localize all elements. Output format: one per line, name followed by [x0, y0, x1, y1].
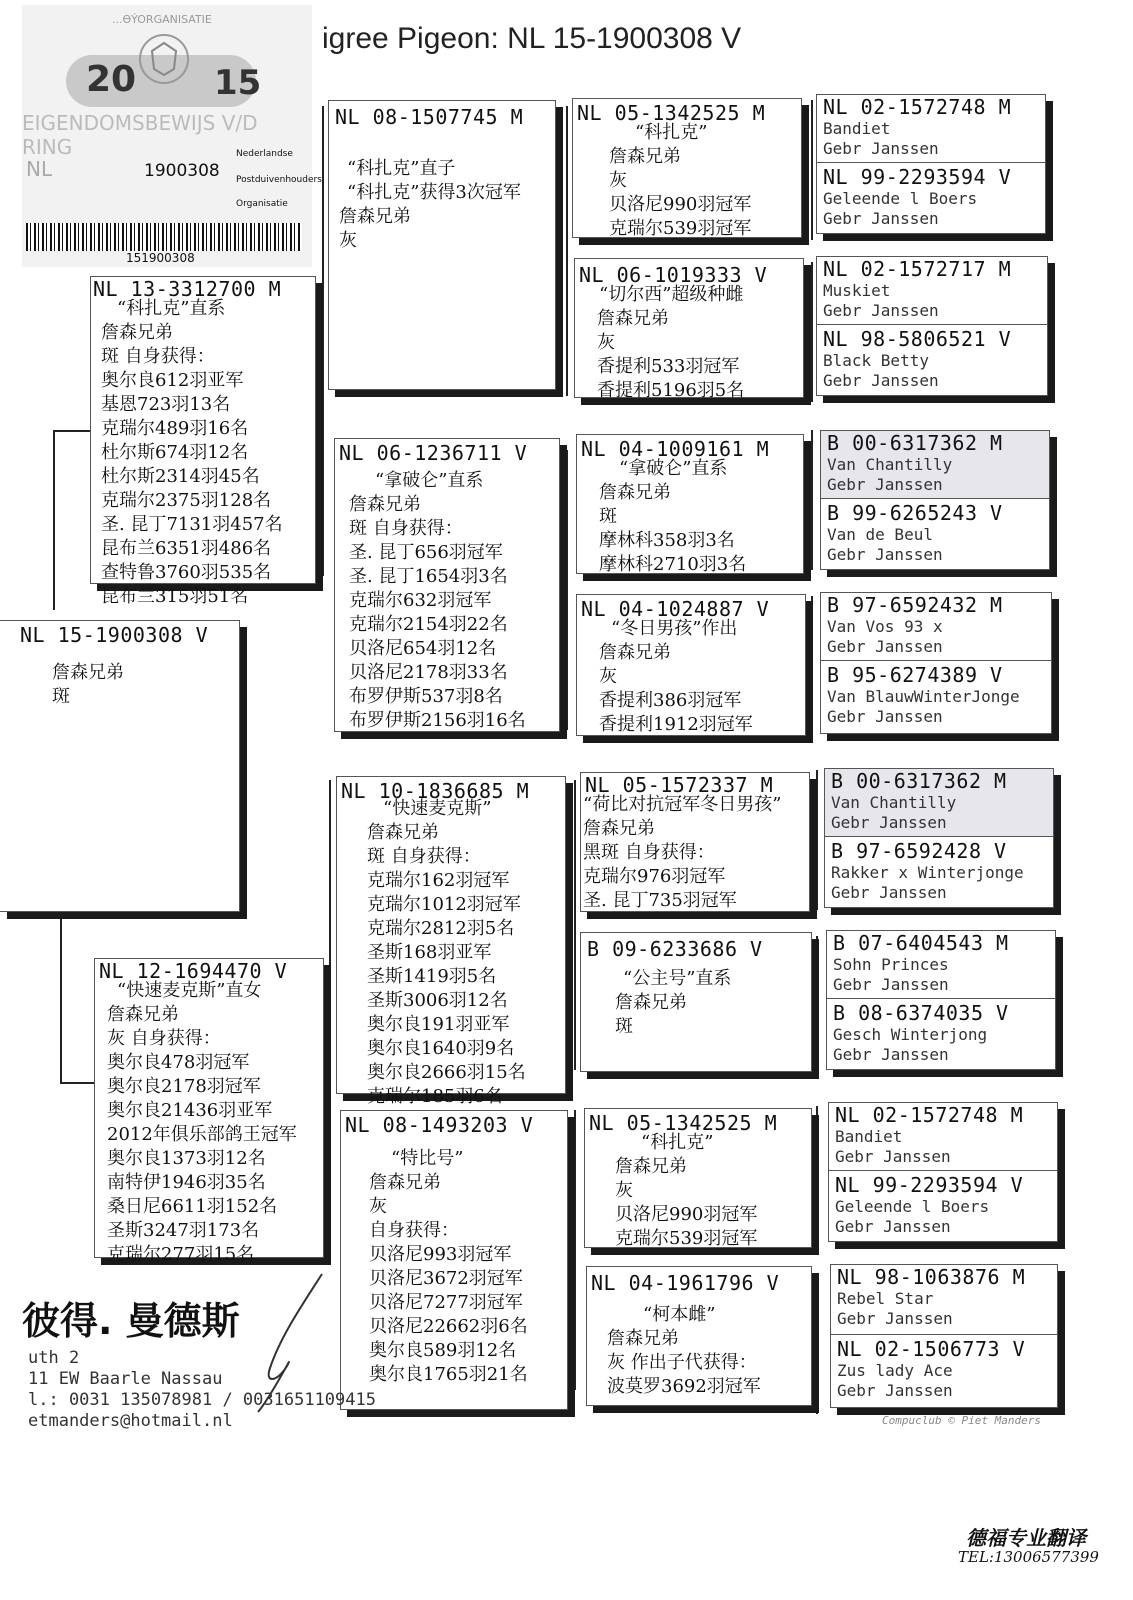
ggp-line: “科扎克” — [635, 122, 708, 143]
ancestor-name: Bandiet — [823, 119, 891, 138]
ancestor-breeder: Gebr Janssen — [823, 301, 939, 320]
great-grandparent-box — [580, 932, 812, 1072]
ancestor-ring-id: NL 02-1506773 V — [837, 1337, 1026, 1361]
ancestor-name: Van BlauwWinterJonge — [827, 687, 1020, 706]
sire-line: 基恩723羽13名 — [101, 394, 231, 415]
ggp-line: “切尔西”超级种雌 — [599, 284, 744, 305]
grandparent-box — [336, 776, 566, 1107]
grandparent-line: 克瑞尔2154羽22名 — [349, 614, 508, 635]
ggp-line: 贝洛尼990羽冠军 — [609, 194, 752, 215]
grandparent-box — [334, 438, 560, 732]
dam-line: 2012年俱乐部鸽王冠军 — [107, 1124, 297, 1145]
org-line-3: Organisatie — [236, 199, 288, 209]
grandparent-line: 布罗伊斯2156羽16名 — [349, 710, 526, 731]
dam-line: 奥尔良1373羽12名 — [107, 1148, 266, 1169]
ancestor-breeder: Gebr Janssen — [827, 637, 943, 656]
grandparent-line: 克瑞尔162羽冠军 — [367, 870, 510, 891]
grandparent-line: “科扎克”获得3次冠军 — [347, 182, 521, 203]
ancestor-name: Bandiet — [835, 1127, 903, 1146]
ancestor-pair-box — [820, 430, 1050, 570]
grandparent-line: 圣斯168羽亚军 — [367, 942, 492, 963]
grandparent-line: 贝洛尼2178羽33名 — [349, 662, 508, 683]
grandparent-line: 詹森兄弟 — [367, 822, 439, 843]
card-ring-number: 1900308 — [144, 161, 220, 181]
dam-line: 克瑞尔277羽15名 — [107, 1244, 255, 1265]
connector-line — [566, 450, 568, 730]
ancestor-pair-box — [828, 1102, 1058, 1242]
connector-line — [811, 262, 813, 402]
grandparent-line: 圣. 昆丁656羽冠军 — [349, 542, 503, 563]
dam-line: 奥尔良2178羽冠军 — [107, 1076, 261, 1097]
ancestor-pair-box — [816, 256, 1048, 396]
ggp-line: 詹森兄弟 — [583, 818, 655, 839]
ancestor-pair-box — [830, 1264, 1058, 1408]
great-grandparent-box — [584, 1108, 812, 1248]
ancestor-breeder: Gebr Janssen — [835, 1217, 951, 1236]
connector-line — [811, 100, 813, 240]
ggp-ring-id: NL 04-1961796 V — [591, 1271, 780, 1295]
ancestor-ring-id: B 00-6317362 M — [827, 431, 1003, 455]
ancestor-pair-box — [816, 94, 1046, 234]
ggp-line: 灰 — [597, 332, 615, 353]
card-top-text: ...ӨÝORGANISATIE — [112, 13, 212, 26]
translator-phone: TEL:13006577399 — [958, 1548, 1099, 1566]
ggp-line: “荷比对抗冠军冬日男孩” — [583, 794, 782, 815]
subject-pigeon-box — [0, 620, 240, 912]
ggp-line: 灰 — [609, 170, 627, 191]
sire-line: 克瑞尔2375羽128名 — [101, 490, 272, 511]
ancestor-breeder: Gebr Janssen — [827, 707, 943, 726]
ggp-ring-id: NL 04-1009161 M — [581, 437, 770, 461]
owner-phone: l.: 0031 135078981 / 0031651109415 — [28, 1390, 376, 1410]
ancestor-name: Van Chantilly — [827, 455, 953, 474]
owner-address-line: uth 2 — [28, 1348, 80, 1368]
ggp-line: “科扎克” — [641, 1132, 714, 1153]
connector-line — [329, 780, 331, 1260]
ancestor-ring-id: NL 98-5806521 V — [823, 327, 1012, 351]
ggp-line: 摩林科2710羽3名 — [599, 554, 747, 575]
dam-line: 桑日尼6611羽152名 — [107, 1196, 278, 1217]
ancestor-pair-box — [820, 592, 1052, 734]
connector-line — [60, 918, 62, 1084]
ancestor-name: Geleende l Boers — [835, 1197, 990, 1216]
grandparent-line: 圣. 昆丁1654羽3名 — [349, 566, 508, 587]
owner-address-line: 11 EW Baarle Nassau — [28, 1369, 223, 1389]
ggp-line: 香提利5196羽5名 — [597, 380, 745, 401]
grandparent-ring-id: NL 10-1836685 M — [341, 779, 530, 803]
connector-line — [811, 430, 813, 570]
grandparent-line: 布罗伊斯537羽8名 — [349, 686, 503, 707]
grandparent-line: “科扎克”直子 — [347, 158, 456, 179]
dam-line: “快速麦克斯”直女 — [117, 980, 262, 1001]
connector-line — [566, 106, 568, 396]
sire-line: 圣. 昆丁7131羽457名 — [101, 514, 283, 535]
ancestor-name: Rakker x Winterjonge — [831, 863, 1024, 882]
grandparent-line: 奥尔良1640羽9名 — [367, 1038, 515, 1059]
ancestor-name: Sohn Princes — [833, 955, 949, 974]
ancestor-ring-id: B 00-6317362 M — [831, 769, 1007, 793]
great-grandparent-box — [580, 772, 810, 912]
ancestor-breeder: Gebr Janssen — [827, 475, 943, 494]
ggp-ring-id: NL 05-1342525 M — [577, 101, 766, 125]
ggp-line: 詹森兄弟 — [607, 1328, 679, 1349]
barcode-number: 151900308 — [126, 251, 195, 265]
subject-ring-id: NL 15-1900308 V — [20, 623, 209, 647]
grandparent-line: 斑 自身获得： — [367, 846, 481, 867]
grandparent-line: 贝洛尼993羽冠军 — [369, 1244, 512, 1265]
ancestor-ring-id: NL 02-1572717 M — [823, 257, 1012, 281]
sire-ring-id: NL 13-3312700 M — [93, 277, 282, 301]
card-country: NL — [26, 157, 53, 181]
ggp-line: 香提利1912羽冠军 — [599, 714, 753, 735]
owner-email: etmanders@hotmail.nl — [28, 1411, 233, 1431]
sire-line: 斑 自身获得： — [101, 346, 215, 367]
ancestor-ring-id: B 99-6265243 V — [827, 501, 1003, 525]
ancestor-breeder: Gebr Janssen — [831, 813, 947, 832]
connector-line — [811, 596, 813, 736]
sire-line: 克瑞尔489羽16名 — [101, 418, 249, 439]
dam-line: 奥尔良21436羽亚军 — [107, 1100, 273, 1121]
ancestor-breeder: Gebr Janssen — [823, 209, 939, 228]
great-grandparent-box — [574, 258, 804, 401]
grandparent-line: 克瑞尔185羽6名 — [367, 1086, 503, 1107]
grandparent-line: 奥尔良2666羽15名 — [367, 1062, 526, 1083]
grandparent-line: “特比号” — [391, 1148, 464, 1169]
ggp-line: “冬日男孩”作出 — [611, 618, 738, 639]
connector-line — [574, 1110, 576, 1390]
sire-line: 昆布兰6351羽486名 — [101, 538, 272, 559]
ring-ownership-card — [22, 5, 322, 267]
ggp-ring-id: NL 05-1572337 M — [585, 773, 774, 797]
barcode — [26, 223, 302, 251]
sire-box — [90, 276, 316, 607]
grandparent-line: 詹森兄弟 — [339, 206, 411, 227]
ggp-line: 詹森兄弟 — [599, 482, 671, 503]
ancestor-name: Black Betty — [823, 351, 929, 370]
dam-line: 奥尔良478羽冠军 — [107, 1052, 250, 1073]
grandparent-ring-id: NL 06-1236711 V — [339, 441, 528, 465]
ancestor-breeder: Gebr Janssen — [835, 1147, 951, 1166]
ggp-ring-id: B 09-6233686 V — [587, 937, 763, 961]
grandparent-line: 灰 — [369, 1196, 387, 1217]
connector-line — [816, 1274, 818, 1414]
great-grandparent-box — [576, 434, 804, 574]
connector-line — [53, 430, 55, 610]
dam-line: 灰 自身获得： — [107, 1028, 221, 1049]
ggp-line: 克瑞尔539羽冠军 — [615, 1228, 758, 1249]
connector-line — [574, 780, 576, 1070]
ancestor-breeder: Gebr Janssen — [837, 1381, 953, 1400]
connector-line — [816, 936, 818, 1076]
dam-box — [94, 958, 324, 1265]
ancestor-ring-id: B 08-6374035 V — [833, 1001, 1009, 1025]
ggp-line: 詹森兄弟 — [597, 308, 669, 329]
owner-name: 彼得. 曼德斯 — [22, 1299, 240, 1343]
sire-line: “科扎克”直系 — [117, 298, 226, 319]
ggp-ring-id: NL 06-1019333 V — [579, 263, 768, 287]
connector-line — [816, 770, 818, 910]
ggp-line: “公主号”直系 — [623, 968, 732, 989]
grandparent-line: 圣斯1419羽5名 — [367, 966, 497, 987]
ggp-line: 斑 — [615, 1016, 633, 1037]
sire-line: 奥尔良612羽亚军 — [101, 370, 244, 391]
grandparent-line: 贝洛尼22662羽6名 — [369, 1316, 528, 1337]
ggp-line: 詹森兄弟 — [609, 146, 681, 167]
ggp-line: “柯本雌” — [643, 1304, 716, 1325]
ancestor-ring-id: B 95-6274389 V — [827, 663, 1003, 687]
connector-line — [816, 1106, 818, 1246]
ancestor-name: Muskiet — [823, 281, 891, 300]
ancestor-name: Rebel Star — [837, 1289, 934, 1308]
ancestor-breeder: Gebr Janssen — [833, 1045, 949, 1064]
ownership-label: EIGENDOMSBEWIJS V/D RING — [22, 111, 258, 159]
year-right: 15 — [214, 63, 262, 103]
ggp-line: 詹森兄弟 — [615, 992, 687, 1013]
ancestor-breeder: Gebr Janssen — [831, 883, 947, 902]
org-line-2: Postduivenhouders — [236, 175, 322, 185]
grandparent-ring-id: NL 08-1507745 M — [335, 105, 524, 129]
sire-line: 昆布兰315羽51名 — [101, 586, 249, 607]
ancestor-breeder: Gebr Janssen — [837, 1309, 953, 1328]
grandparent-line: “快速麦克斯” — [383, 798, 492, 819]
ggp-line: 波莫罗3692羽冠军 — [607, 1376, 761, 1397]
page-title: igree Pigeon: NL 15-1900308 V — [322, 22, 742, 55]
ggp-line: 詹森兄弟 — [615, 1156, 687, 1177]
ancestor-ring-id: B 97-6592432 M — [827, 593, 1003, 617]
connector-line — [60, 1082, 94, 1084]
ancestor-ring-id: B 07-6404543 M — [833, 931, 1009, 955]
grandparent-line: 克瑞尔1012羽冠军 — [367, 894, 521, 915]
dam-line: 圣斯3247羽173名 — [107, 1220, 260, 1241]
grandparent-line: 奥尔良1765羽21名 — [369, 1364, 528, 1385]
emblem-icon — [134, 29, 194, 89]
ancestor-breeder: Gebr Janssen — [833, 975, 949, 994]
org-line-1: Nederlandse — [236, 149, 293, 159]
ggp-line: 克瑞尔976羽冠军 — [583, 866, 726, 887]
grandparent-ring-id: NL 08-1493203 V — [345, 1113, 534, 1137]
ggp-line: “拿破仑”直系 — [619, 458, 728, 479]
ancestor-ring-id: NL 99-2293594 V — [835, 1173, 1024, 1197]
grandparent-line: “拿破仑”直系 — [375, 470, 484, 491]
connector-line — [53, 430, 91, 432]
ancestor-name: Zus lady Ace — [837, 1361, 953, 1380]
sire-line: 杜尔斯2314羽45名 — [101, 466, 260, 487]
great-grandparent-box — [576, 594, 806, 736]
ancestor-name: Gesch Winterjong — [833, 1025, 988, 1044]
great-grandparent-box — [572, 98, 802, 238]
ggp-line: 灰 — [599, 666, 617, 687]
ggp-line: 圣. 昆丁735羽冠军 — [583, 890, 737, 911]
grandparent-line: 奥尔良589羽12名 — [369, 1340, 517, 1361]
ggp-line: 詹森兄弟 — [599, 642, 671, 663]
sire-line: 查特鲁3760羽535名 — [101, 562, 272, 583]
ggp-line: 黑斑 自身获得： — [583, 842, 715, 863]
ancestor-breeder: Gebr Janssen — [823, 371, 939, 390]
grandparent-line: 圣斯3006羽12名 — [367, 990, 508, 1011]
translator-name: 德福专业翻译 — [966, 1526, 1086, 1550]
ggp-line: 斑 — [599, 506, 617, 527]
grandparent-line: 詹森兄弟 — [349, 494, 421, 515]
grandparent-line: 奥尔良191羽亚军 — [367, 1014, 510, 1035]
ggp-ring-id: NL 04-1024887 V — [581, 597, 770, 621]
ggp-line: 香提利533羽冠军 — [597, 356, 740, 377]
ggp-line: 灰 — [615, 1180, 633, 1201]
ancestor-ring-id: NL 99-2293594 V — [823, 165, 1012, 189]
connector-line — [322, 106, 324, 576]
grandparent-line: 自身获得： — [369, 1220, 459, 1241]
grandparent-line: 克瑞尔2812羽5名 — [367, 918, 515, 939]
grandparent-box — [328, 100, 556, 390]
dam-ring-id: NL 12-1694470 V — [99, 959, 288, 983]
ggp-line: 贝洛尼990羽冠军 — [615, 1204, 758, 1225]
ancestor-ring-id: NL 98-1063876 M — [837, 1265, 1026, 1289]
compuclub-credit: Compuclub © Piet Manders — [882, 1414, 1041, 1427]
ancestor-pair-box — [824, 768, 1054, 908]
ggp-ring-id: NL 05-1342525 M — [589, 1111, 778, 1135]
ancestor-name: Van Chantilly — [831, 793, 957, 812]
ancestor-breeder: Gebr Janssen — [827, 545, 943, 564]
ancestor-pair-box — [826, 930, 1056, 1070]
grandparent-line: 贝洛尼7277羽冠军 — [369, 1292, 523, 1313]
ggp-line: 克瑞尔539羽冠军 — [609, 218, 752, 239]
ancestor-name: Van Vos 93 x — [827, 617, 943, 636]
year-left: 20 — [86, 59, 137, 100]
subject-line: 詹森兄弟 — [52, 662, 124, 683]
grandparent-line: 贝洛尼3672羽冠军 — [369, 1268, 523, 1289]
grandparent-line: 詹森兄弟 — [369, 1172, 441, 1193]
grandparent-line: 贝洛尼654羽12名 — [349, 638, 497, 659]
ggp-line: 摩林科358羽3名 — [599, 530, 735, 551]
ggp-line: 香提利386羽冠军 — [599, 690, 742, 711]
great-grandparent-box — [586, 1266, 812, 1406]
grandparent-line: 斑 自身获得： — [349, 518, 463, 539]
sire-line: 杜尔斯674羽12名 — [101, 442, 249, 463]
grandparent-line: 灰 — [339, 230, 357, 251]
dam-line: 南特伊1946羽35名 — [107, 1172, 266, 1193]
subject-line: 斑 — [52, 686, 70, 707]
ancestor-ring-id: NL 02-1572748 M — [835, 1103, 1024, 1127]
ancestor-name: Geleende l Boers — [823, 189, 978, 208]
sire-line: 詹森兄弟 — [101, 322, 173, 343]
ggp-line: 灰 作出子代获得： — [607, 1352, 757, 1373]
ancestor-ring-id: B 97-6592428 V — [831, 839, 1007, 863]
ancestor-name: Van de Beul — [827, 525, 933, 544]
ancestor-breeder: Gebr Janssen — [823, 139, 939, 158]
ancestor-ring-id: NL 02-1572748 M — [823, 95, 1012, 119]
dam-line: 詹森兄弟 — [107, 1004, 179, 1025]
grandparent-line: 克瑞尔632羽冠军 — [349, 590, 492, 611]
